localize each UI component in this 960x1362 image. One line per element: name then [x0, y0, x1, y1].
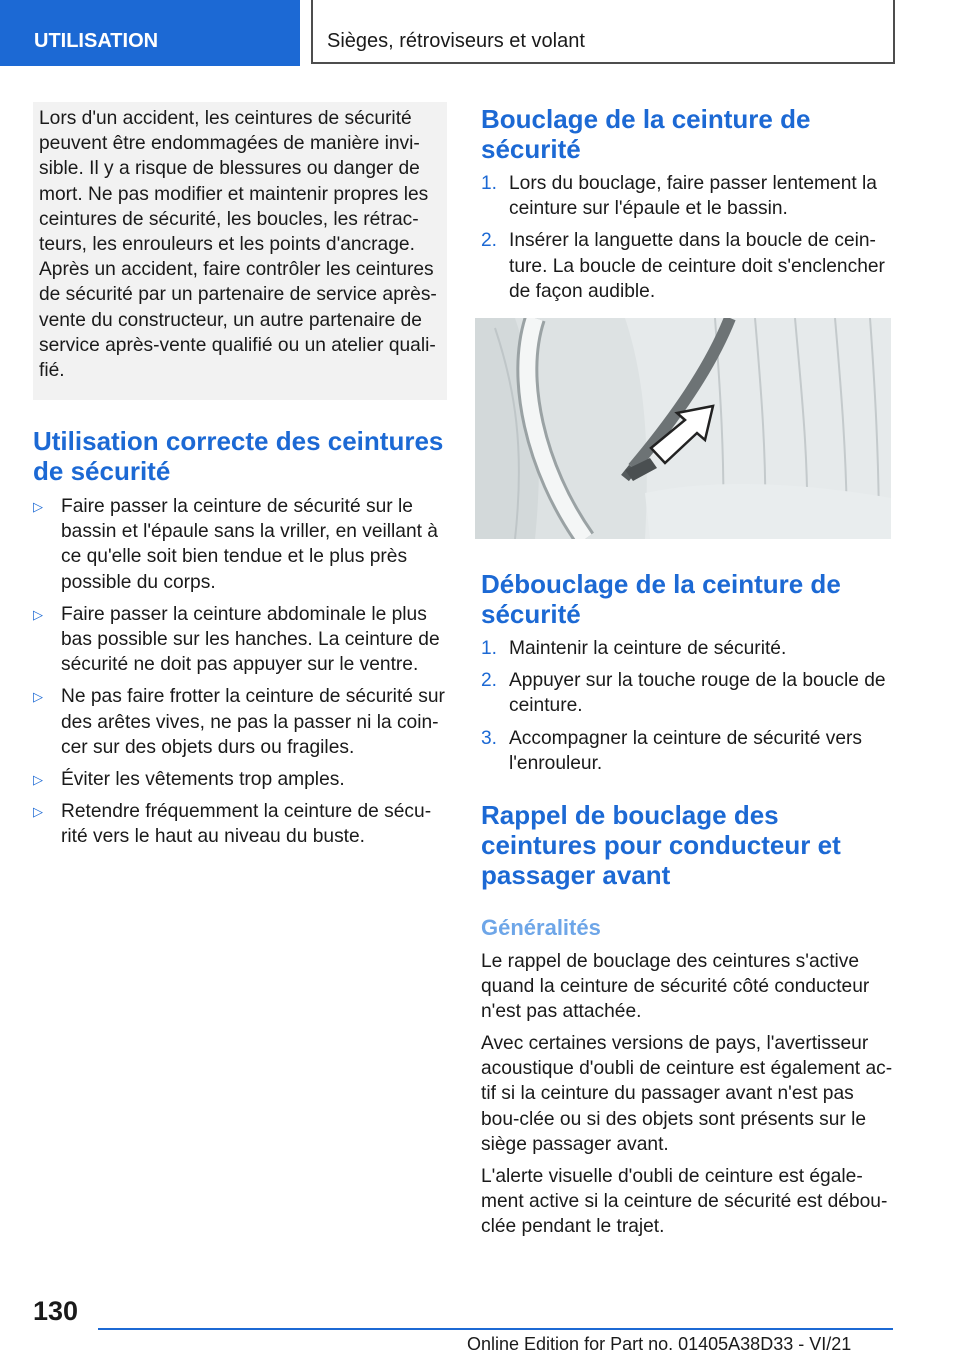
- list-item: 3. Accompagner la ceinture de sécurité vers l'enrouleur.: [481, 727, 863, 774]
- list-item: ▷ Retendre fréquemment la ceinture de sécu-rité vers le haut au niveau du buste.: [33, 801, 432, 848]
- page-number: 130: [33, 1296, 79, 1326]
- warning-box: [33, 102, 447, 400]
- seatbelt-illustration: [475, 318, 891, 539]
- paragraph: Le rappel de bouclage des ceintures s'active quand la ceinture de sécurité côté conducteur n'est pas attachée.: [481, 951, 870, 1023]
- list-item: 2. Appuyer sur la touche rouge de la boucle de ceinture.: [481, 670, 886, 717]
- list-item: 1. Lors du bouclage, faire passer lentement la ceinture sur l'épaule et le bassin.: [481, 173, 877, 220]
- heading-correct-use: Utilisation correcte des ceintures de sécurité: [33, 426, 444, 486]
- list-item: 1. Maintenir la ceinture de sécurité.: [481, 638, 787, 659]
- section-tab: UTILISATION: [0, 0, 300, 66]
- seat-buckle-drawing: [475, 318, 891, 539]
- triangle-bullet-icon: ▷: [33, 772, 43, 788]
- list-item: ▷ Ne pas faire frotter la ceinture de sécurité sur des arêtes vives, ne pas la passer ni la coin-cer sur des objets durs ou fragiles.: [33, 686, 445, 758]
- buckling-steps: [481, 171, 893, 311]
- correct-use-list: [33, 494, 447, 857]
- triangle-bullet-icon: ▷: [33, 689, 43, 705]
- list-item: ▷ Faire passer la ceinture abdominale le plus bas possible sur les hanches. La ceinture de sécurité ne doit pas appuyer sur le ventre.: [33, 603, 440, 676]
- chapter-title: Sièges, rétroviseurs et volant: [311, 0, 895, 64]
- list-item: 2. Insérer la languette dans la boucle de cein-ture. La boucle de ceinture doit s'enclencher de façon audible.: [481, 230, 885, 302]
- triangle-bullet-icon: ▷: [33, 499, 43, 514]
- page-header: [0, 0, 960, 66]
- heading-buckling: Bouclage de la ceinture de sécurité: [481, 104, 811, 164]
- paragraph: L'alerte visuelle d'oubli de ceinture est égale-ment active si la ceinture de sécurité est débou-clée pendant le trajet.: [481, 1166, 888, 1238]
- edition-note: Online Edition for Part no. 01405A38D33 - VI/21: [467, 1334, 852, 1354]
- list-item: ▷ Éviter les vêtements trop amples.: [33, 769, 345, 791]
- warning-text: Lors d'un accident, les ceintures de sécurité peuvent être endommagées de manière invi-sible. Il y a risque de blessures ou danger de mort. Ne pas modifier et maintenir propres les ceintures de sécurité, les boucles, les rétrac-teurs, les enrouleurs et les points d'ancrage. Après un accident, faire contrôler les ceintures de sécurité par un partenaire de service après-vente du constructeur, un autre partenaire de service après-vente qualifié ou un atelier quali-fié.: [39, 108, 437, 382]
- footer-divider: [98, 1328, 893, 1330]
- heading-unbuckling: Débouclage de la ceinture de sécurité: [481, 569, 841, 629]
- triangle-bullet-icon: ▷: [33, 606, 43, 622]
- unbuckling-steps: [481, 636, 893, 783]
- list-item: ▷ Faire passer la ceinture de sécurité sur le bassin et l'épaule sans la vriller, en veillant à ce qu'elle soit bien tendue et le plus près possible du corps.: [33, 496, 438, 593]
- subheading-general: Généralités: [481, 915, 601, 940]
- heading-reminder: Rappel de bouclage des ceintures pour conducteur et passager avant: [481, 800, 841, 890]
- triangle-bullet-icon: ▷: [33, 804, 43, 820]
- paragraph: Avec certaines versions de pays, l'avertisseur acoustique d'oubli de ceinture est également ac-tif si la ceinture du passager avant n'est pas bou-clée ou si des objets sont présents sur le siège passager avant.: [481, 1033, 893, 1155]
